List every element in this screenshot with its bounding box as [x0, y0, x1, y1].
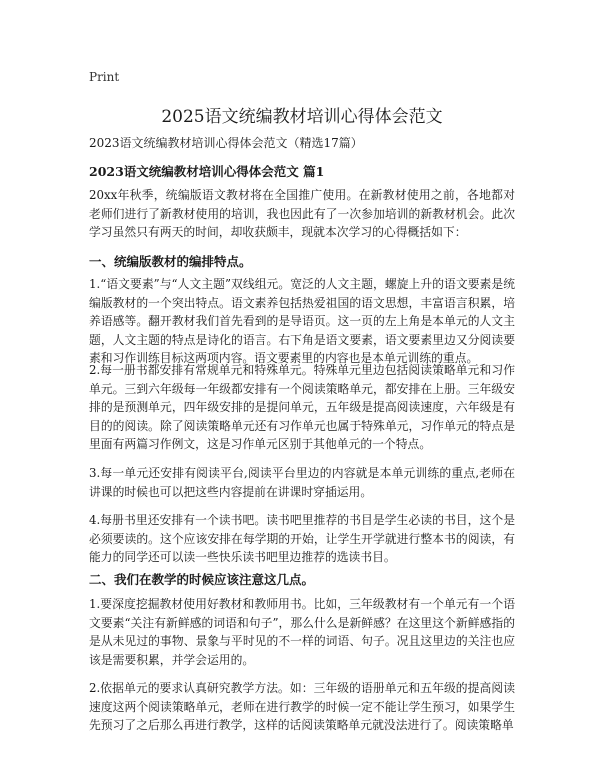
- section-1-paragraph-3: 3.每一单元还安排有阅读平台,阅读平台里边的内容就是本单元训练的重点,老师在讲课的时候也可以把这些内容提前在讲课时穿插运用。: [89, 466, 515, 499]
- section-2-paragraph-2: 2.依据单元的要求认真研究教学方法。如：三年级的语册单元和五年级的提高阅读速度这两个阅读策略单元，老师在进行教学的时候一定不能让学生预习，如果学生先预习了之后那么再进行教学，这样的话阅读策略单元就没法进行了。阅读策略单: [89, 681, 515, 733]
- print-label[interactable]: Print: [89, 70, 120, 84]
- section-1-paragraph-2: 2.每一册书都安排有常规单元和特殊单元。特殊单元里边包括阅读策略单元和习作单元。三到六年级每一年级都安排有一个阅读策略单元，都安排在上册。三年级安排的是预测单元，四年级安排的是提问单元，五年级是提高阅读速度，六年级是有目的的阅读。除了阅读策略单元还有习作单元也属于特殊单元，习作单元的特点是里面有两篇习作例文，这是习作单元区别于其他单元的一个特点。: [89, 363, 515, 452]
- section-1-paragraph-1: 1.“语文要素”与“人文主题”双线组元。宽泛的人文主题，螺旋上升的语文要素是统编版教材的一个突出特点。语文素养包括热爱祖国的语文思想，丰富语言积累，培养语感等。翻开教材我们首先看到的是导语页。这一页的左上角是本单元的人文主题，人文主题的特点是诗化的语言。右下角是语文要素，语文要素里边又分阅读要素和习作训练目标这两项内容。语文要素里的内容也是本单元训练的重点。: [89, 277, 515, 366]
- document-title: 2025语文统编教材培训心得体会范文: [161, 107, 443, 127]
- article-heading: 2023语文统编教材培训心得体会范文 篇1: [89, 164, 325, 179]
- section-1-heading: 一、统编版教材的编排特点。: [89, 254, 252, 269]
- document-subtitle: 2023语文统编教材培训心得体会范文（精选17篇）: [89, 136, 363, 150]
- intro-paragraph: 20xx年秋季，统编版语文教材将在全国推广使用。在新教材使用之前，各地都对老师们进行了新教材使用的培训，我也因此有了一次参加培训的新教材机会。此次学习虽然只有两天的时间，却收获颇丰，现就本次学习的心得概括如下：: [89, 188, 515, 240]
- section-2-paragraph-1: 1.要深度挖掘教材使用好教材和教师用书。比如，三年级教材有一个单元有一个语文要素“关注有新鲜感的词语和句子”，那么什么是新鲜感？在这里这个新鲜感指的是从未见过的事物、景象与平时见的不一样的词语、句子。况且这里边的关注也应该是需要积累，并学会运用的。: [89, 597, 515, 667]
- section-1-paragraph-4: 4.每册书里还安排有一个读书吧。读书吧里推荐的书目是学生必读的书目，这个是必须要读的。这个应该安排在每学期的开始，让学生开学就进行整本书的阅读，有能力的同学还可以读一些快乐读书吧里边推荐的选读书目。: [89, 513, 515, 565]
- section-2-heading: 二、我们在教学的时候应该注意这几点。: [89, 572, 315, 587]
